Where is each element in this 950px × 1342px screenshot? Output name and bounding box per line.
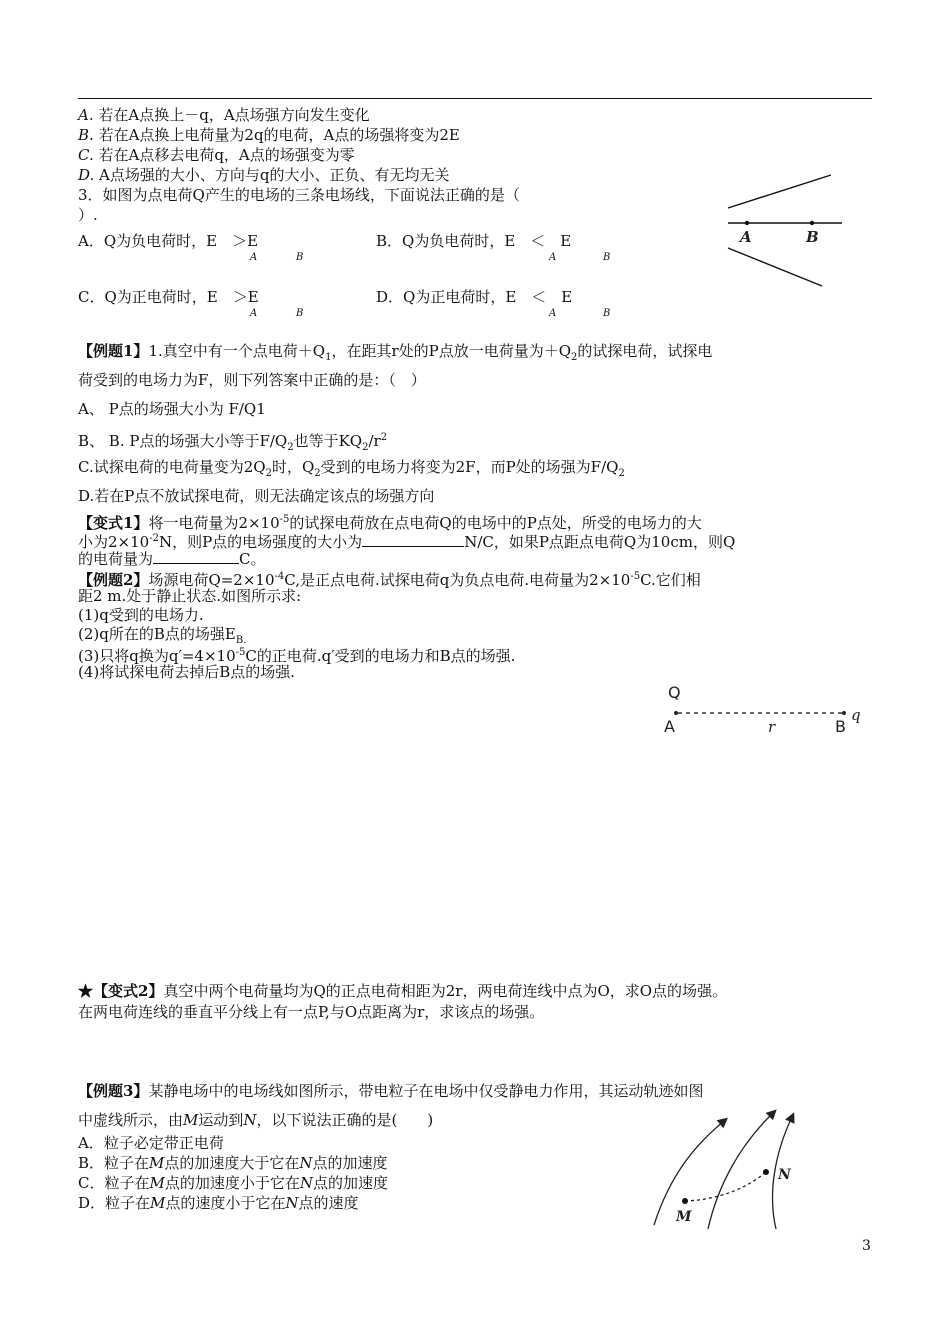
superscript: -2 [149,533,159,544]
text: 的试探电荷，试探电 [577,342,713,360]
example2-part1: (1)q受到的电场力. [78,606,204,624]
example1-option-d: D.若在P点不放试探电荷，则无法确定该点的场强方向 [78,487,435,505]
option-letter: C. [78,146,94,164]
subscript-b: B [296,252,304,263]
text: C.它们相 [640,571,701,589]
label-m: M [676,1209,692,1225]
variant1-line2 [78,530,735,551]
point-n-dot [763,1169,769,1175]
option-text: 若在A点换上电荷量为2q的电荷，A点的场强将变为2E [98,126,460,144]
subscript: 1 [325,352,332,363]
text: 小为2×10 [78,533,150,551]
option-a-row [78,106,370,124]
subscript: 2 [265,468,272,479]
header-rule [78,98,872,99]
text: 点的加速度大于它在 [164,1154,300,1172]
option-text: 若在A点换上－q，A点场强方向发生变化 [98,106,370,124]
subscript: 2 [571,352,578,363]
subscript-a: A [250,308,258,319]
q3-option-d: D．Q为正电荷时，E ＜ E [376,288,573,306]
label-q: q [851,706,861,724]
example2-part3 [78,644,515,665]
answer-blank[interactable] [362,532,464,547]
point-a-dot [745,221,749,225]
option-d-row [78,166,449,184]
text: 的试探电荷放在点电荷Q的电场中的P点处，所受的电场力的大 [289,514,702,532]
option-letter: A. [78,106,94,124]
example2-tag: 【例题2】 [78,571,149,589]
text: 点的加速度小于它在 [164,1174,300,1192]
text: 受到的电场力将变为2F，而P处的场强为F/Q [320,458,619,476]
label-n: N [778,1167,791,1183]
superscript: 2 [380,432,388,443]
curved-field-figure [640,1105,810,1235]
variant2-line1 [78,982,727,1000]
text: ，在距其r处的P点放一电荷量为＋Q [331,342,571,360]
example1-line2: 荷受到的电场力为F，则下列答案中正确的是：（ ） [78,371,426,389]
variant1-tag: 【变式1】 [78,514,149,532]
variant2-tag: ★【变式2】 [78,982,164,1000]
text: C．粒子在 [78,1174,150,1192]
point-b-dot [842,711,846,715]
variant2-line2: 在两电荷连线的垂直平分线上有一点P,与O点距离为r，求该点的场强。 [78,1003,545,1021]
subscript-a: A [250,252,258,263]
text: 运动到 [198,1111,244,1129]
point-n: N [299,1174,313,1192]
text: (3)只将q换为q′=4×10 [78,647,236,665]
field-line-top [728,175,831,208]
charge-distance-figure [660,680,870,740]
example3-tag: 【例题3】 [78,1082,149,1100]
example1-option-b [78,429,387,457]
example2-line1 [78,568,701,589]
text: ，以下说法正确的是( ) [256,1111,434,1129]
q3-option-a: A．Q为负电荷时，E ＞E [78,232,259,250]
example3-line2 [78,1111,433,1129]
superscript: -5 [279,514,290,525]
point-m-dot [682,1198,688,1204]
superscript: -5 [630,571,641,582]
example3-option-b [78,1154,388,1172]
example1-line1 [78,342,712,367]
text: 场源电荷Q=2×10 [148,571,275,589]
variant1-line3 [78,549,266,568]
text: 某静电场中的电场线如图所示，带电粒子在电场中仅受静电力作用，其运动轨迹如图 [148,1082,704,1100]
subscript-b: B [296,308,304,319]
example3-option-d [78,1194,359,1212]
text: D．粒子在 [78,1194,151,1212]
subscript: B. [235,635,247,646]
page-number: 3 [862,1238,871,1254]
field-lines-figure [720,165,850,295]
text: 点的加速度 [312,1154,388,1172]
label-b: B [806,228,819,246]
text: 点的速度小于它在 [165,1194,286,1212]
option-c-row [78,146,355,164]
q3-stem: 3．如图为点电荷Q产生的电场的三条电场线，下面说法正确的是（ [78,186,520,204]
text: 也等于KQ [293,432,363,450]
subscript: 2 [314,468,321,479]
option-b-row [78,126,460,144]
label-r: r [768,718,776,736]
q3-option-b: B．Q为负电荷时，E ＜ E [376,232,572,250]
point-m: M [149,1174,165,1192]
text: 时，Q [271,458,315,476]
subscript: 2 [618,468,625,479]
text: 中虚线所示，由 [78,1111,184,1129]
example2-line2: 距2 m.处于静止状态.如图所示求: [78,587,302,605]
text: /r [368,432,381,450]
label-Q: Q [668,683,681,702]
text: C。 [239,550,266,568]
text: 真空中两个电荷量均为Q的正点电荷相距为2r，两电荷连线中点为O，求O点的场强。 [163,982,728,1000]
field-line-bottom [728,248,822,286]
label-a: A [740,228,752,246]
example3-option-c [78,1174,388,1192]
point-n: N [243,1111,257,1129]
point-n: N [299,1154,313,1172]
example2-part4: (4)将试探电荷去掉后B点的场强. [78,663,296,681]
text: 的电荷量为 [78,550,154,568]
text: B．粒子在 [78,1154,150,1172]
trajectory [685,1172,766,1201]
answer-blank[interactable] [153,549,239,564]
superscript: -5 [235,647,246,658]
example3-line1 [78,1082,703,1100]
example1-tag: 【例题1】 [78,342,149,360]
point-b-dot [810,221,814,225]
point-m: M [183,1111,199,1129]
point-m: M [150,1194,166,1212]
subscript-b: B [603,252,611,263]
text: B、 B. P点的场强大小等于F/Q [78,432,288,450]
text: N，则P点的电场强度的大小为 [158,533,363,551]
q3-stem-end: ）. [78,206,98,224]
superscript: -4 [274,571,285,582]
text: 点的速度 [298,1194,359,1212]
example1-option-c [78,458,625,483]
point-m: M [149,1154,165,1172]
text: 点的加速度 [312,1174,388,1192]
label-B: B [835,717,846,736]
variant1-line1 [78,511,702,532]
option-text: A点场强的大小、方向与q的大小、正负、有无均无关 [99,166,450,184]
subscript-a: A [549,308,557,319]
example1-option-a: A、 P点的场强大小为 F/Q1 [78,400,266,418]
text: 将一电荷量为2×10 [148,514,280,532]
text: C.试探电荷的电荷量变为2Q [78,458,266,476]
text: N/C，如果P点距点电荷Q为10cm，则Q [464,533,736,551]
subscript-b: B [603,308,611,319]
option-text: 若在A点移去电荷q，A点的场强变为零 [98,146,355,164]
text: C,是正点电荷.试探电荷q为负点电荷.电荷量为2×10 [284,571,631,589]
q3-option-c: C．Q为正电荷时，E ＞E [78,288,259,306]
option-letter: D. [78,166,95,184]
subscript: 2 [362,442,369,453]
text: C的正电荷.q′受到的电场力和B点的场强. [245,647,516,665]
subscript-a: A [549,252,557,263]
example3-option-a: A．粒子必定带正电荷 [78,1134,224,1152]
point-a-dot [674,711,678,715]
subscript: 2 [287,442,294,453]
text: (2)q所在的B点的场强E [78,625,236,643]
point-n: N [285,1194,299,1212]
option-letter: B. [78,126,94,144]
label-A: A [664,717,675,736]
text: 1.真空中有一个点电荷＋Q [148,342,326,360]
